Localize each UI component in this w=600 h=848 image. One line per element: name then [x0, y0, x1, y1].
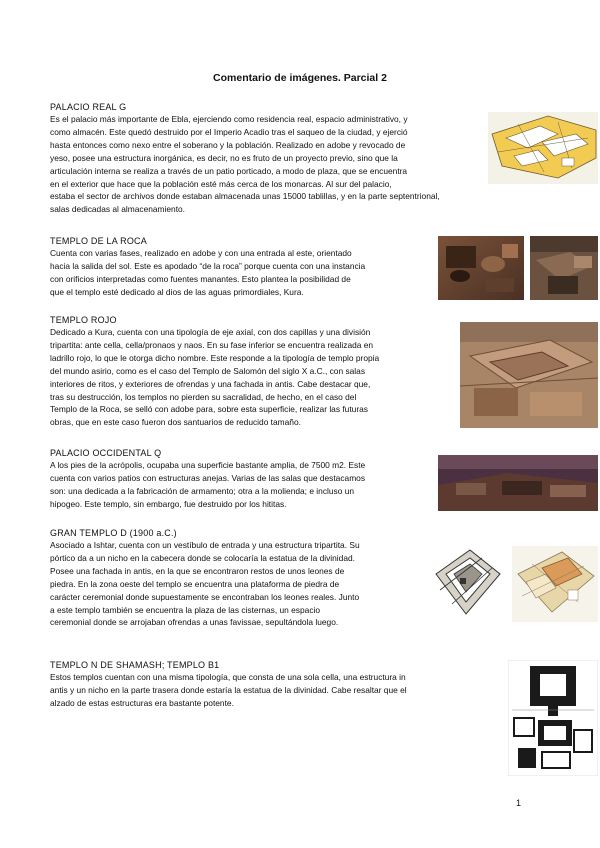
text-line: ladrillo rojo, lo que le otorga dicho nombre. Este responde a la tipología de templo propia [50, 352, 380, 363]
text-line: tras su destrucción, los templos no pierden su sacralidad, de hecho, en el caso del [50, 391, 357, 402]
text-line: interiores de ritos, y exteriores de ofrendas y una fachada in antis. Cabe destacar que, [50, 378, 371, 389]
section-heading: TEMPLO DE LA ROCA [50, 236, 147, 246]
text-line: alzado de estas estructuras era bastante potente. [50, 697, 234, 708]
section-heading: GRAN TEMPLO D (1900 a.C.) [50, 528, 177, 538]
text-line: Dedicado a Kura, cuenta con una tipología de eje axial, con dos capillas y una división [50, 327, 371, 337]
section-templo-de-la-roca [50, 236, 365, 299]
text-line: son: una dedicada a la fabricación de armamento; otra a la molienda; e incluso un [50, 485, 355, 496]
text-line: Estos templos cuentan con una misma tipología, que consta de una sola cella, una estructura in [50, 672, 406, 682]
text-line: cuenta con varios patios con estructuras anejas. Varias de las salas que destacamos [50, 472, 366, 483]
text-line: Posee una fachada in antis, en la que se encontraron restos de unos leones de [50, 565, 345, 576]
text-line: Cuenta con varias fases, realizado en adobe y con una entrada al este, orientado [50, 248, 352, 258]
section-body [50, 326, 379, 429]
temple-rock-photo-2 [530, 236, 598, 300]
section-templo-n-shamash [50, 660, 407, 710]
text-line: estaba el sector de archivos donde estaban almacenada unas 15000 tablillas, y en la parte septentrional, [50, 191, 440, 202]
text-line: hasta entonces como nexo entre el soberano y la población. Realizado en adobe y revocado de [50, 139, 406, 150]
shamash-temple-plan-image [508, 660, 598, 776]
section-body [50, 539, 360, 629]
section-heading: PALACIO OCCIDENTAL Q [50, 448, 162, 458]
western-palace-photo [438, 455, 598, 511]
page-number: 1 [516, 798, 522, 808]
text-line: con orificios interpretadas como fuentes manantes. Esto plantea la posibilidad de [50, 273, 351, 284]
page-title: Comentario de imágenes. Parcial 2 [213, 72, 387, 84]
text-line: en el exterior que hace que la población esté más cerca de los monarcas. Al sur del palacio, [50, 178, 392, 189]
section-heading: TEMPLO ROJO [50, 315, 117, 325]
great-temple-site-plan-image [512, 546, 598, 622]
text-line: Asociado a Ishtar, cuenta con un vestíbulo de entrada y una estructura tripartita. Su [50, 540, 360, 550]
text-line: obras, que en este caso fueron dos santuarios de reducido tamaño. [50, 417, 301, 428]
text-line: articulación interna se realiza a través de un patio porticado, a modo de plaza, que se encuentra [50, 165, 408, 176]
section-body [50, 247, 365, 299]
text-line: del mundo asirio, como es el caso del Templo de Salomón del siglo X a.C., con salas [50, 365, 366, 376]
text-line: tripartita: ante cella, cella/pronaos y naos. En su fase inferior se encuentra realizada en [50, 339, 374, 350]
section-body [50, 113, 440, 216]
section-heading: TEMPLO N DE SHAMASH; TEMPLO B1 [50, 660, 220, 670]
text-line: Templo de la Roca, se selló con adobe para, sobre esta superficie, realizar las futuras [50, 404, 368, 415]
text-line: hipogeo. Este templo, sin embargo, fue destruido por los hititas. [50, 498, 287, 509]
text-line: pórtico da a un nicho en la cabecera donde se colocaría la estatua de la divinidad. [50, 552, 355, 563]
text-line: salas dedicadas al almacenamiento. [50, 204, 186, 215]
text-line: A los pies de la acrópolis, ocupaba una superficie bastante amplia, de 7500 m2. Este [50, 460, 366, 470]
section-templo-rojo [50, 315, 379, 429]
text-line: ceremonial donde se arrojaban ofrendas a unas favissae, sepultándola luego. [50, 617, 339, 628]
temple-rock-photo-1 [438, 236, 524, 300]
text-line: hacia la salida del sol. Este es apodado “de la roca” porque cuenta con una instancia [50, 260, 366, 271]
text-line: carácter ceremonial donde supuestamente se encontraban los leones reales. Junto [50, 591, 360, 602]
section-palacio-occidental-q [50, 448, 365, 511]
section-heading: PALACIO REAL G [50, 102, 127, 112]
red-temple-photo [460, 322, 598, 428]
section-gran-templo-d [50, 528, 360, 629]
text-line: a este templo también se encuentra la plaza de las cisternas, un espacio [50, 604, 321, 615]
text-line: Es el palacio más importante de Ebla, ejerciendo como residencia real, espacio administrativo, y [50, 114, 408, 124]
text-line: antis y un nicho en la parte trasera donde estaría la estatua de la divinidad. Cabe resaltar que el [50, 684, 407, 695]
section-body [50, 671, 407, 710]
section-body [50, 459, 365, 511]
text-line: yeso, posee una estructura inorgánica, es decir, no es fruto de un proyecto previo, sino que la [50, 152, 398, 163]
text-line: como almacén. Este quedó destruido por el Imperio Acadio tras el saqueo de la ciudad, y ejerció [50, 126, 408, 137]
great-temple-plan-image [430, 544, 506, 620]
text-line: que el templo esté dedicado al dios de las aguas primordiales, Kura. [50, 286, 304, 297]
section-palacio-real-g [50, 102, 440, 216]
palace-plan-image [488, 112, 598, 184]
text-line: piedra. En la zona oeste del templo se encuentra una plataforma de piedra de [50, 578, 340, 589]
